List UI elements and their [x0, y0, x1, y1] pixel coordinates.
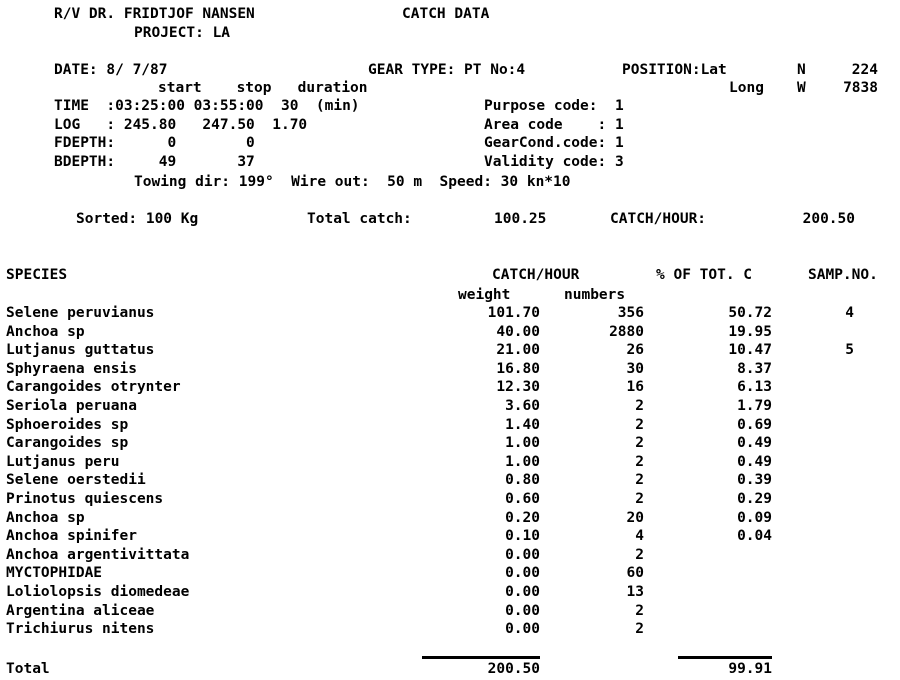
- species-name: Anchoa sp: [6, 324, 85, 340]
- species-name: Loliolopsis diomedeae: [6, 584, 190, 600]
- weight-value: 101.70: [487, 305, 540, 321]
- numbers-value: 2880: [609, 324, 644, 340]
- numbers-value: 2: [635, 398, 644, 414]
- gearcond-code: GearCond.code: 1: [484, 135, 624, 151]
- purpose-code: Purpose code: 1: [484, 98, 624, 114]
- species-name: Prinotus quiescens: [6, 491, 164, 507]
- numbers-value: 356: [617, 305, 644, 321]
- document-title: CATCH DATA: [402, 6, 490, 22]
- weight-value: 0.00: [505, 584, 540, 600]
- bdepth-row: BDEPTH: 49 37: [54, 154, 255, 170]
- percent-value: 19.95: [728, 324, 772, 340]
- validity-code: Validity code: 3: [484, 154, 624, 170]
- weight-value: 0.00: [505, 621, 540, 637]
- species-name: Selene peruvianus: [6, 305, 155, 321]
- species-name: Anchoa spinifer: [6, 528, 137, 544]
- gear-type-field: GEAR TYPE: PT No:4: [368, 62, 526, 78]
- species-name: MYCTOPHIDAE: [6, 565, 103, 581]
- weight-value: 16.80: [496, 361, 540, 377]
- numbers-value: 20: [626, 510, 644, 526]
- weight-value: 1.40: [505, 417, 540, 433]
- time-column-headers: start stop duration: [158, 80, 368, 96]
- numbers-value: 16: [626, 379, 644, 395]
- species-name: Sphoeroides sp: [6, 417, 129, 433]
- weight-value: 40.00: [496, 324, 540, 340]
- weight-value: 0.00: [505, 547, 540, 563]
- weight-value: 0.10: [505, 528, 540, 544]
- project-label: PROJECT: LA: [134, 25, 231, 41]
- sample-number-value: 4: [845, 305, 854, 321]
- area-code: Area code : 1: [484, 117, 624, 133]
- weight-value: 1.00: [505, 435, 540, 451]
- sample-number-header: SAMP.NO.: [808, 267, 878, 283]
- numbers-value: 2: [635, 472, 644, 488]
- weight-value: 3.60: [505, 398, 540, 414]
- numbers-value: 2: [635, 435, 644, 451]
- species-header: SPECIES: [6, 267, 68, 283]
- species-name: Lutjanus guttatus: [6, 342, 155, 358]
- numbers-value: 2: [635, 454, 644, 470]
- species-name: Argentina aliceae: [6, 603, 155, 619]
- species-name: Carangoides otrynter: [6, 379, 181, 395]
- sample-number-value: 5: [845, 342, 854, 358]
- fdepth-row: FDEPTH: 0 0: [54, 135, 255, 151]
- towing-row: Towing dir: 199° Wire out: 50 m Speed: 30 kn*10: [134, 174, 571, 190]
- total-percent: 99.91: [728, 661, 772, 677]
- long-label: Long: [729, 80, 764, 96]
- weight-value: 0.00: [505, 565, 540, 581]
- sorted-weight: Sorted: 100 Kg: [76, 211, 199, 227]
- position-label: POSITION:Lat: [622, 62, 727, 78]
- numbers-value: 2: [635, 491, 644, 507]
- numbers-value: 2: [635, 547, 644, 563]
- numbers-value: 2: [635, 603, 644, 619]
- percent-value: 0.69: [737, 417, 772, 433]
- species-name: Lutjanus peru: [6, 454, 120, 470]
- numbers-value: 30: [626, 361, 644, 377]
- weight-header: weight: [458, 287, 511, 303]
- total-catch-label: Total catch:: [307, 211, 412, 227]
- numbers-value: 60: [626, 565, 644, 581]
- species-name: Trichiurus nitens: [6, 621, 155, 637]
- numbers-value: 2: [635, 417, 644, 433]
- species-name: Carangoides sp: [6, 435, 129, 451]
- catch-hour-label: CATCH/HOUR:: [610, 211, 707, 227]
- percent-value: 0.04: [737, 528, 772, 544]
- vessel-name: R/V DR. FRIDTJOF NANSEN: [54, 6, 255, 22]
- long-value: 7838: [843, 80, 878, 96]
- percent-value: 50.72: [728, 305, 772, 321]
- percent-total-header: % OF TOT. C: [656, 267, 753, 283]
- weight-value: 0.60: [505, 491, 540, 507]
- weight-value: 21.00: [496, 342, 540, 358]
- numbers-value: 4: [635, 528, 644, 544]
- numbers-header: numbers: [564, 287, 626, 303]
- date-field: DATE: 8/ 7/87: [54, 62, 168, 78]
- percent-value: 0.09: [737, 510, 772, 526]
- long-direction: W: [797, 80, 806, 96]
- numbers-value: 26: [626, 342, 644, 358]
- weight-value: 0.80: [505, 472, 540, 488]
- total-label: Total: [6, 661, 50, 677]
- percent-value: 0.49: [737, 435, 772, 451]
- numbers-value: 13: [626, 584, 644, 600]
- percent-value: 1.79: [737, 398, 772, 414]
- species-name: Seriola peruana: [6, 398, 137, 414]
- percent-value: 0.49: [737, 454, 772, 470]
- weight-value: 0.00: [505, 603, 540, 619]
- catch-hour-value: 200.50: [802, 211, 855, 227]
- percent-value: 10.47: [728, 342, 772, 358]
- weight-value: 0.20: [505, 510, 540, 526]
- weight-value: 1.00: [505, 454, 540, 470]
- species-name: Anchoa sp: [6, 510, 85, 526]
- species-name: Sphyraena ensis: [6, 361, 137, 377]
- lat-value: 224: [851, 62, 878, 78]
- percent-total-rule: [678, 656, 772, 659]
- percent-value: 6.13: [737, 379, 772, 395]
- catch-hour-header: CATCH/HOUR: [492, 267, 580, 283]
- log-row: LOG : 245.80 247.50 1.70: [54, 117, 308, 133]
- time-row: TIME :03:25:00 03:55:00 30 (min): [54, 98, 360, 114]
- weight-total-rule: [422, 656, 540, 659]
- species-name: Anchoa argentivittata: [6, 547, 190, 563]
- numbers-value: 2: [635, 621, 644, 637]
- weight-value: 12.30: [496, 379, 540, 395]
- percent-value: 0.39: [737, 472, 772, 488]
- percent-value: 0.29: [737, 491, 772, 507]
- species-name: Selene oerstedii: [6, 472, 146, 488]
- total-catch-value: 100.25: [494, 211, 547, 227]
- total-weight: 200.50: [487, 661, 540, 677]
- lat-direction: N: [797, 62, 806, 78]
- percent-value: 8.37: [737, 361, 772, 377]
